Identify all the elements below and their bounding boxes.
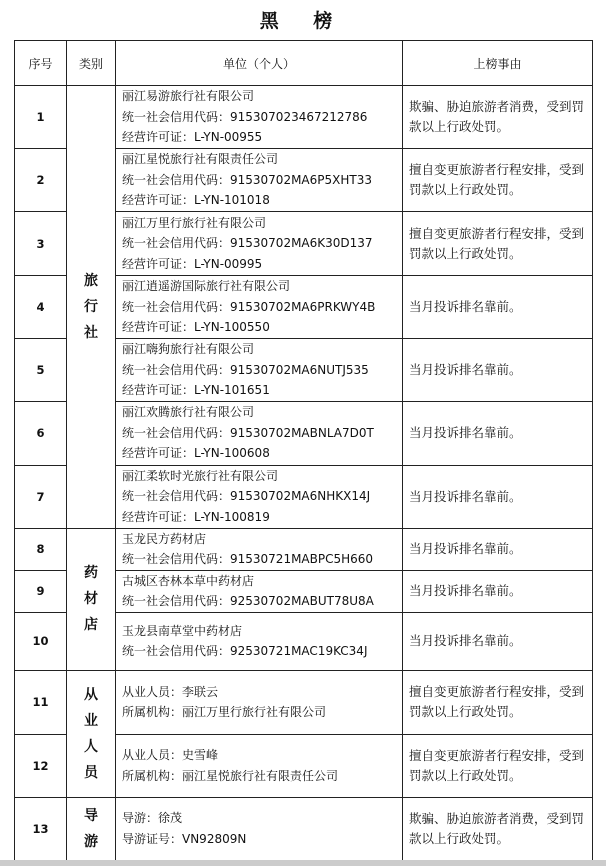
header-unit: 单位（个人） xyxy=(116,41,403,86)
reason-cell: 当月投诉排名靠前。 xyxy=(403,528,593,570)
unit-line: 经营许可证：L-YN-101018 xyxy=(122,193,270,208)
reason-cell: 擅自变更旅游者行程安排，受到罚款以上行政处罚。 xyxy=(403,212,593,276)
unit-line: 经营许可证：L-YN-100608 xyxy=(122,446,270,461)
category-cell: 药 材 店 xyxy=(67,528,116,670)
reason-cell: 当月投诉排名靠前。 xyxy=(403,401,593,465)
unit-line: 统一社会信用代码：91530702MA6NUTJ535 xyxy=(122,362,369,377)
row-number: 2 xyxy=(15,149,67,212)
unit-cell xyxy=(116,339,403,402)
reason-cell: 欺骗、胁迫旅游者消费，受到罚款以上行政处罚。 xyxy=(403,797,593,860)
unit-line: 统一社会信用代码：92530721MAC19KC34J xyxy=(122,644,368,658)
reason-cell: 擅自变更旅游者行程安排，受到罚款以上行政处罚。 xyxy=(403,734,593,797)
table-header xyxy=(15,41,593,86)
unit-line: 经营许可证：L-YN-101651 xyxy=(122,383,270,397)
unit-line: 导游证号：VN92809N xyxy=(122,831,247,846)
header-reason: 上榜事由 xyxy=(403,41,593,86)
unit-line: 统一社会信用代码：91530702MABNLA7D0T xyxy=(122,425,374,440)
unit-line: 统一社会信用代码：91530702MA6P5XHT33 xyxy=(122,172,372,187)
unit-cell xyxy=(116,212,403,276)
row-number: 6 xyxy=(15,401,67,465)
unit-line: 所属机构：丽江万里行旅行社有限公司 xyxy=(122,705,327,719)
category-cell: 从 业 人 员 xyxy=(67,670,116,797)
unit-line: 从业人员：李联云 xyxy=(122,684,219,699)
page-bottom-edge xyxy=(0,860,606,866)
row-number: 13 xyxy=(15,797,67,860)
unit-line: 统一社会信用代码：91530702MA6NHKX14J xyxy=(122,489,371,504)
unit-line: 统一社会信用代码：915307023467212786 xyxy=(122,109,368,124)
unit-cell xyxy=(116,528,403,570)
row-number: 9 xyxy=(15,570,67,612)
unit-line: 丽江嗨狗旅行社有限公司 xyxy=(122,342,255,356)
unit-line: 经营许可证：L-YN-100550 xyxy=(122,320,270,335)
unit-line: 丽江星悦旅行社有限责任公司 xyxy=(122,152,279,167)
table-row xyxy=(15,528,593,570)
unit-line: 统一社会信用代码：91530721MABPC5H660 xyxy=(122,552,374,566)
category-cell: 导 游 xyxy=(67,797,116,860)
reason-cell: 擅自变更旅游者行程安排，受到罚款以上行政处罚。 xyxy=(403,670,593,734)
unit-cell xyxy=(116,570,403,612)
unit-line: 丽江柔软时光旅行社有限公司 xyxy=(122,468,279,483)
reason-cell: 当月投诉排名靠前。 xyxy=(403,570,593,612)
reason-cell: 当月投诉排名靠前。 xyxy=(403,612,593,670)
reason-cell: 当月投诉排名靠前。 xyxy=(403,276,593,339)
unit-cell xyxy=(116,401,403,465)
row-number: 1 xyxy=(15,86,67,149)
blacklist-table xyxy=(14,40,593,861)
unit-line: 经营许可证：L-YN-00995 xyxy=(122,256,263,271)
unit-line: 玉龙县南草堂中药材店 xyxy=(122,623,243,638)
reason-cell: 当月投诉排名靠前。 xyxy=(403,339,593,402)
category-cell: 旅 行 社 xyxy=(67,86,116,529)
unit-cell xyxy=(116,612,403,670)
row-number: 12 xyxy=(15,734,67,797)
unit-line: 丽江逍遥游国际旅行社有限公司 xyxy=(122,279,291,294)
unit-line: 丽江万里行旅行社有限公司 xyxy=(122,215,267,230)
unit-line: 丽江欢腾旅行社有限公司 xyxy=(122,405,255,420)
unit-line: 统一社会信用代码：91530702MA6PRKWY4B xyxy=(122,299,376,314)
unit-line: 玉龙民方药材店 xyxy=(122,531,207,546)
table-row xyxy=(15,86,593,149)
unit-line: 所属机构：丽江星悦旅行社有限责任公司 xyxy=(122,768,339,783)
unit-cell xyxy=(116,149,403,212)
unit-line: 导游：徐茂 xyxy=(122,811,183,825)
unit-cell xyxy=(116,465,403,528)
row-number: 10 xyxy=(15,612,67,670)
row-number: 5 xyxy=(15,339,67,402)
unit-line: 经营许可证：L-YN-100819 xyxy=(122,509,270,524)
unit-cell xyxy=(116,670,403,734)
unit-line: 统一社会信用代码：91530702MA6K30D137 xyxy=(122,236,373,251)
unit-cell xyxy=(116,734,403,797)
reason-cell: 欺骗、胁迫旅游者消费，受到罚款以上行政处罚。 xyxy=(403,86,593,149)
row-number: 3 xyxy=(15,212,67,276)
unit-cell xyxy=(116,86,403,149)
table-row xyxy=(15,670,593,734)
row-number: 4 xyxy=(15,276,67,339)
header-category: 类别 xyxy=(67,41,116,86)
row-number: 11 xyxy=(15,670,67,734)
unit-line: 古城区杏林本草中药材店 xyxy=(122,573,255,588)
reason-cell: 当月投诉排名靠前。 xyxy=(403,465,593,528)
row-number: 8 xyxy=(15,528,67,570)
unit-line: 丽江易游旅行社有限公司 xyxy=(122,89,255,104)
row-number: 7 xyxy=(15,465,67,528)
unit-cell xyxy=(116,797,403,860)
unit-line: 经营许可证：L-YN-00955 xyxy=(122,130,263,145)
header-seq: 序号 xyxy=(15,41,67,86)
reason-cell: 擅自变更旅游者行程安排，受到罚款以上行政处罚。 xyxy=(403,149,593,212)
unit-line: 统一社会信用代码：92530702MABUT78U8A xyxy=(122,594,374,608)
table-row xyxy=(15,797,593,860)
unit-cell xyxy=(116,276,403,339)
unit-line: 从业人员：史雪峰 xyxy=(122,748,219,762)
page-title: 黑 榜 xyxy=(259,10,347,32)
